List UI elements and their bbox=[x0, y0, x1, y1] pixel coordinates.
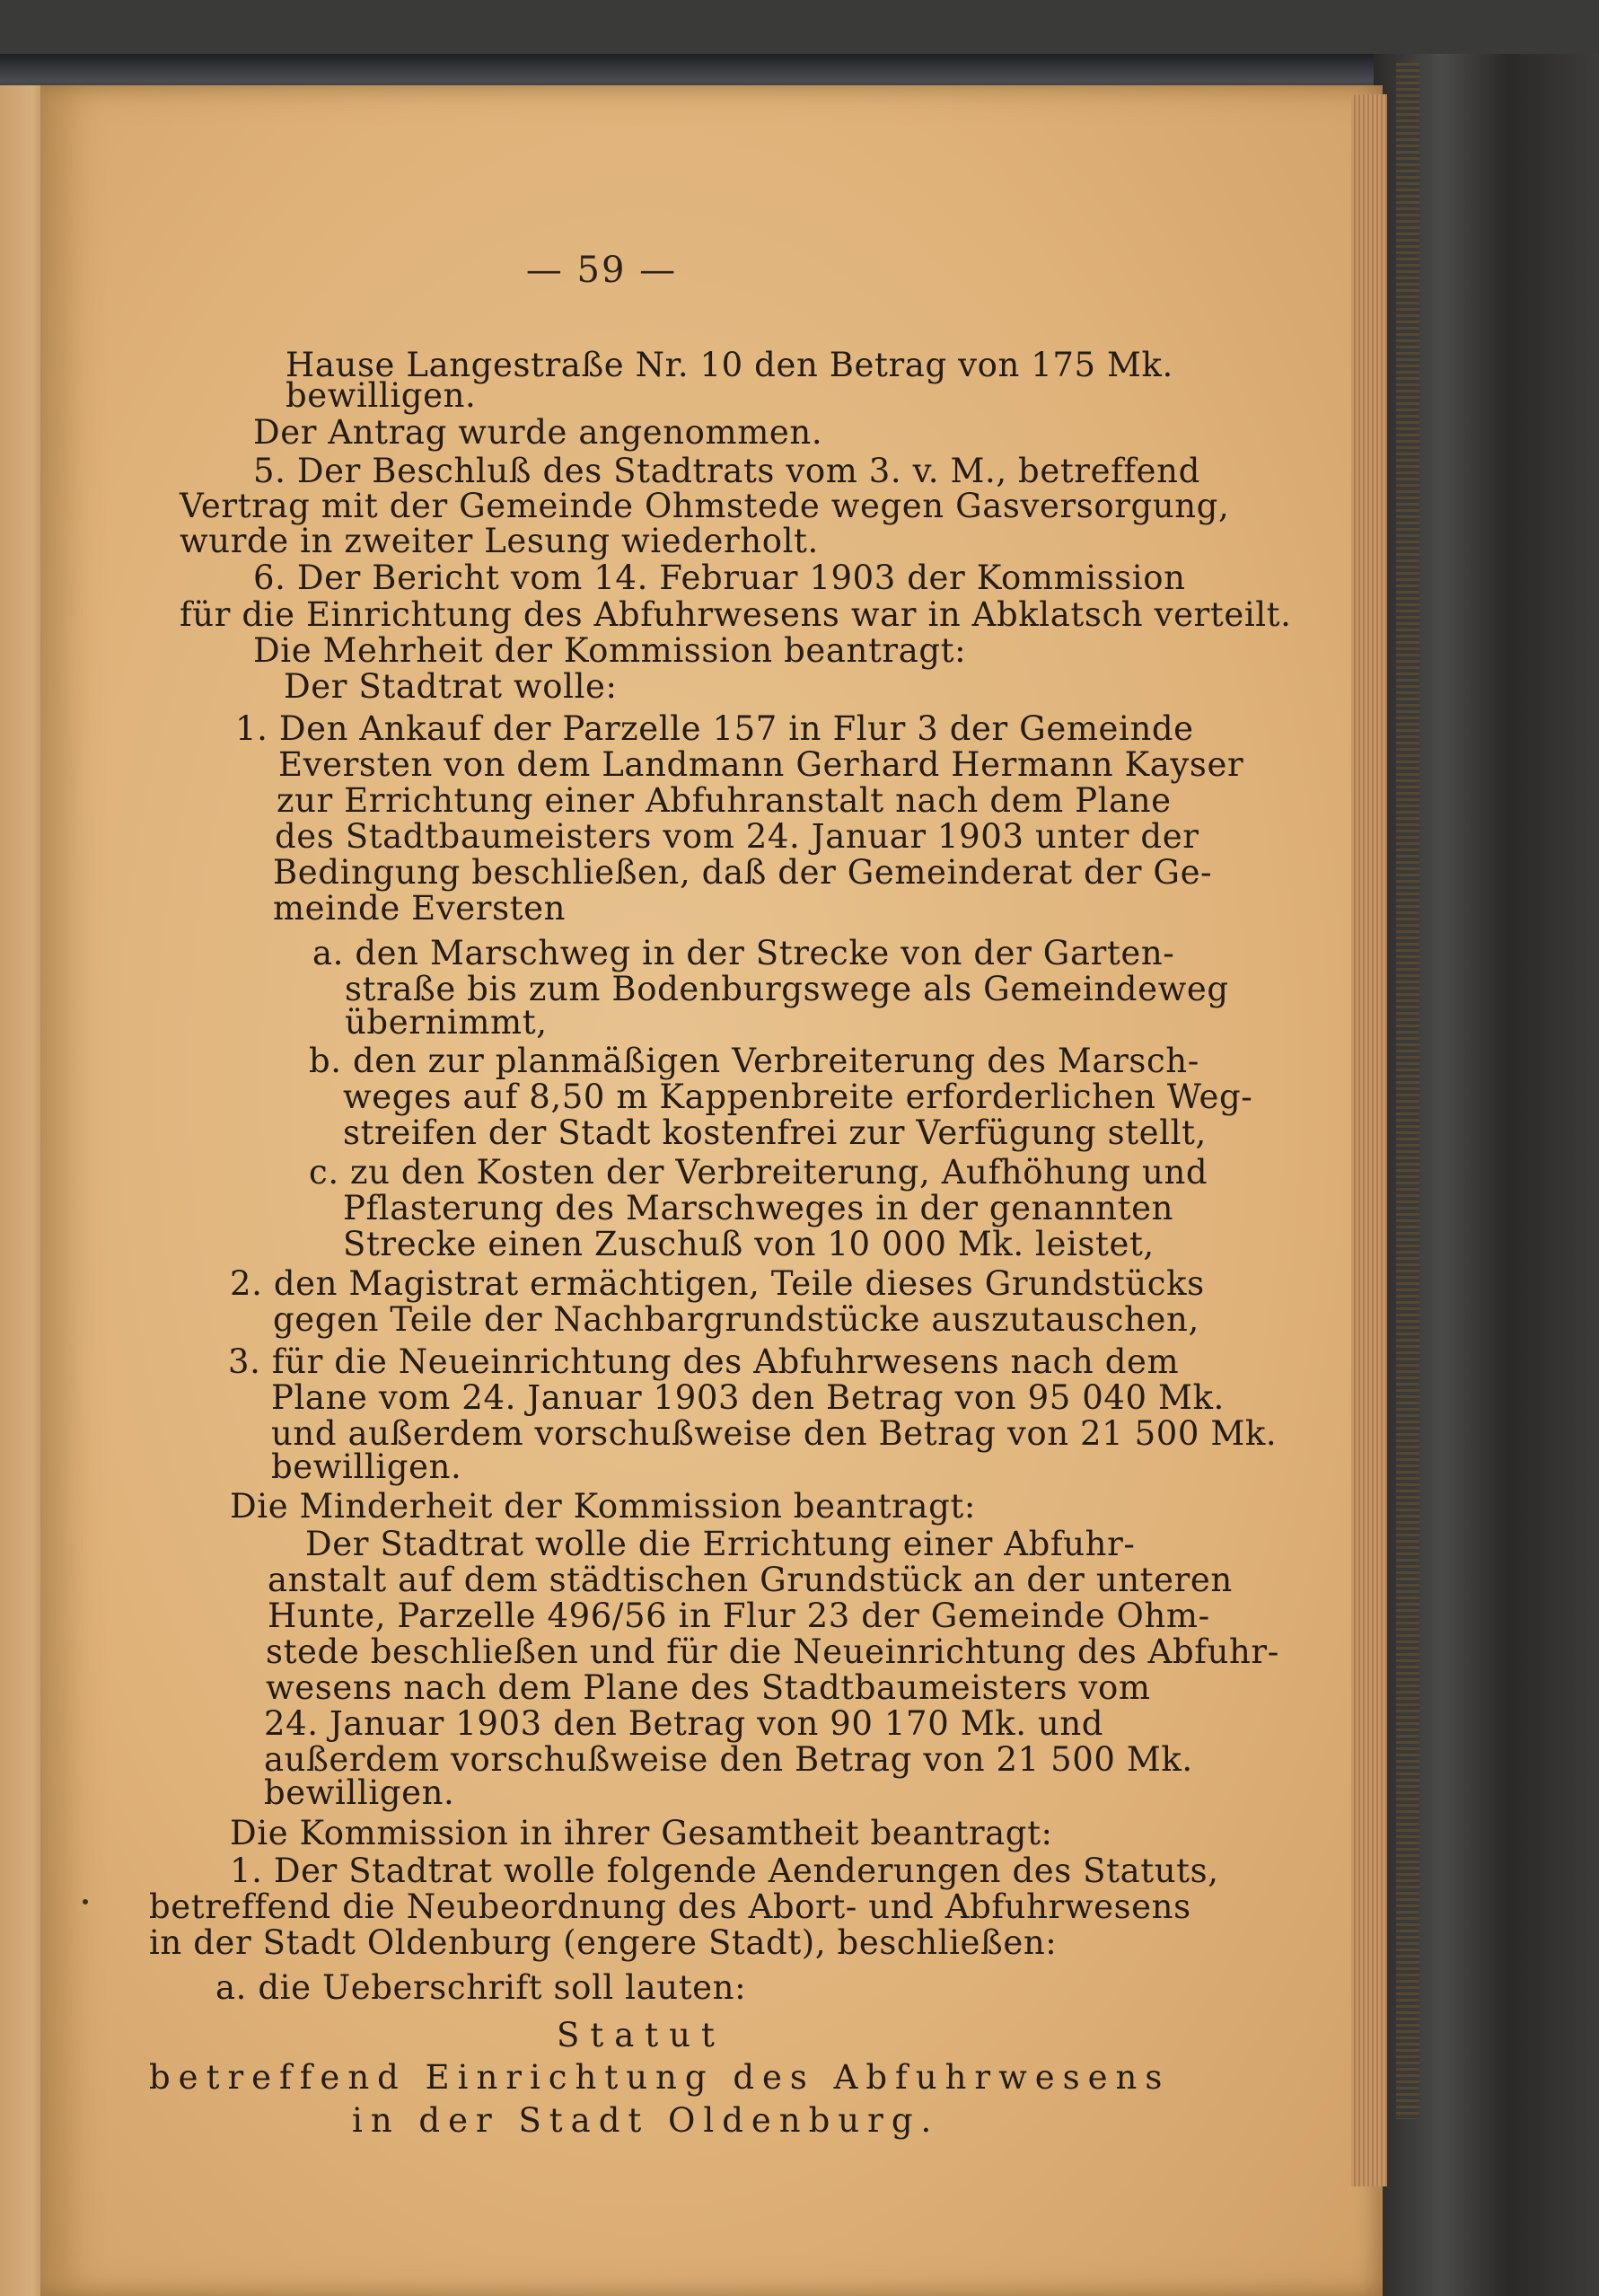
text-line: Bedingung beschließen, daß der Gemeinderat der Ge- bbox=[273, 853, 1213, 892]
text-line: streifen der Stadt kostenfrei zur Verfügung stellt, bbox=[343, 1113, 1207, 1152]
text-line: Eversten von dem Landmann Gerhard Hermann Kayser bbox=[278, 745, 1244, 784]
text-line: Der Stadtrat wolle die Errichtung einer Abfuhr- bbox=[305, 1525, 1136, 1563]
text-line: weges auf 8,50 m Kappenbreite erforderlichen Weg- bbox=[343, 1078, 1253, 1116]
text-line: bewilligen. bbox=[286, 376, 477, 415]
text-line: 1. Den Ankauf der Parzelle 157 in Flur 3 der Gemeinde bbox=[235, 709, 1194, 748]
text-line: in der Stadt Oldenburg (engere Stadt), beschließen: bbox=[149, 1923, 1058, 1962]
text-line: wurde in zweiter Lesung wiederholt. bbox=[180, 522, 819, 560]
text-line: übernimmt, bbox=[345, 1003, 548, 1042]
text-line: Hause Langestraße Nr. 10 den Betrag von 175 Mk. bbox=[286, 346, 1173, 384]
text-line: 2. den Magistrat ermächtigen, Teile dieses Grundstücks bbox=[230, 1264, 1205, 1303]
text-line: Die Minderheit der Kommission beantragt: bbox=[230, 1487, 976, 1526]
text-line: meinde Eversten bbox=[273, 889, 567, 928]
text-line: stede beschließen und für die Neueinrichtung des Abfuhr- bbox=[266, 1632, 1279, 1671]
text-line: anstalt auf dem städtischen Grundstück an der unteren bbox=[268, 1561, 1233, 1599]
text-line: Der Stadtrat wolle: bbox=[284, 667, 618, 706]
text-line: Plane vom 24. Januar 1903 den Betrag von 95 040 Mk. bbox=[271, 1378, 1225, 1417]
text-line: Pflasterung des Marschweges in der genannten bbox=[343, 1189, 1174, 1227]
text-line: gegen Teile der Nachbargrundstücke auszutauschen, bbox=[273, 1300, 1199, 1339]
text-line: außerdem vorschußweise den Betrag von 21 500 Mk. bbox=[264, 1740, 1193, 1779]
text-line: 24. Januar 1903 den Betrag von 90 170 Mk. und bbox=[264, 1704, 1104, 1743]
text-line: des Stadtbaumeisters vom 24. Januar 1903 unter der bbox=[275, 817, 1199, 856]
text-line: 5. Der Beschluß des Stadtrats vom 3. v. M., betreffend bbox=[253, 452, 1200, 490]
text-line: bewilligen. bbox=[271, 1447, 462, 1486]
text-line: Die Kommission in ihrer Gesamtheit beantragt: bbox=[230, 1814, 1053, 1852]
text-line: 3. für die Neueinrichtung des Abfuhrwesens nach dem bbox=[228, 1342, 1180, 1381]
text-line: Der Antrag wurde angenommen. bbox=[253, 413, 823, 452]
text-line: a. die Ueberschrift soll lauten: bbox=[215, 1968, 747, 2007]
text-line: Strecke einen Zuschuß von 10 000 Mk. leistet, bbox=[343, 1225, 1155, 1263]
text-line: betreffend Einrichtung des Abfuhrwesens bbox=[149, 2058, 1171, 2097]
text-line: Hunte, Parzelle 496/56 in Flur 23 der Gemeinde Ohm- bbox=[268, 1597, 1210, 1635]
text-line: Vertrag mit der Gemeinde Ohmstede wegen Gasversorgung, bbox=[180, 487, 1230, 525]
text-line: betreffend die Neubeordnung des Abort- und Abfuhrwesens bbox=[149, 1887, 1191, 1926]
text-line: straße bis zum Bodenburgswege als Gemeindeweg bbox=[345, 970, 1229, 1008]
text-line: Die Mehrheit der Kommission beantragt: bbox=[253, 631, 967, 670]
page-number: — 59 — bbox=[525, 250, 678, 291]
text-line: a. den Marschweg in der Strecke von der Garten- bbox=[312, 934, 1175, 972]
text-line: in der Stadt Oldenburg. bbox=[352, 2101, 940, 2140]
text-line: 6. Der Bericht vom 14. Februar 1903 der Kommission bbox=[253, 559, 1186, 597]
text-line: zur Errichtung einer Abfuhranstalt nach dem Plane bbox=[277, 781, 1172, 820]
text-line: wesens nach dem Plane des Stadtbaumeisters vom bbox=[266, 1668, 1151, 1707]
text-line: c. zu den Kosten der Verbreiterung, Aufhöhung und bbox=[309, 1153, 1208, 1192]
text-line: 1. Der Stadtrat wolle folgende Aenderungen des Statuts, bbox=[230, 1852, 1219, 1890]
text-line: Statut bbox=[557, 2016, 725, 2054]
text-line: für die Einrichtung des Abfuhrwesens war in Abklatsch verteilt. bbox=[180, 595, 1292, 634]
text-line: und außerdem vorschußweise den Betrag von 21 500 Mk. bbox=[271, 1414, 1278, 1453]
text-line: b. den zur planmäßigen Verbreiterung des Marsch- bbox=[309, 1042, 1199, 1080]
text-line: bewilligen. bbox=[264, 1773, 455, 1812]
